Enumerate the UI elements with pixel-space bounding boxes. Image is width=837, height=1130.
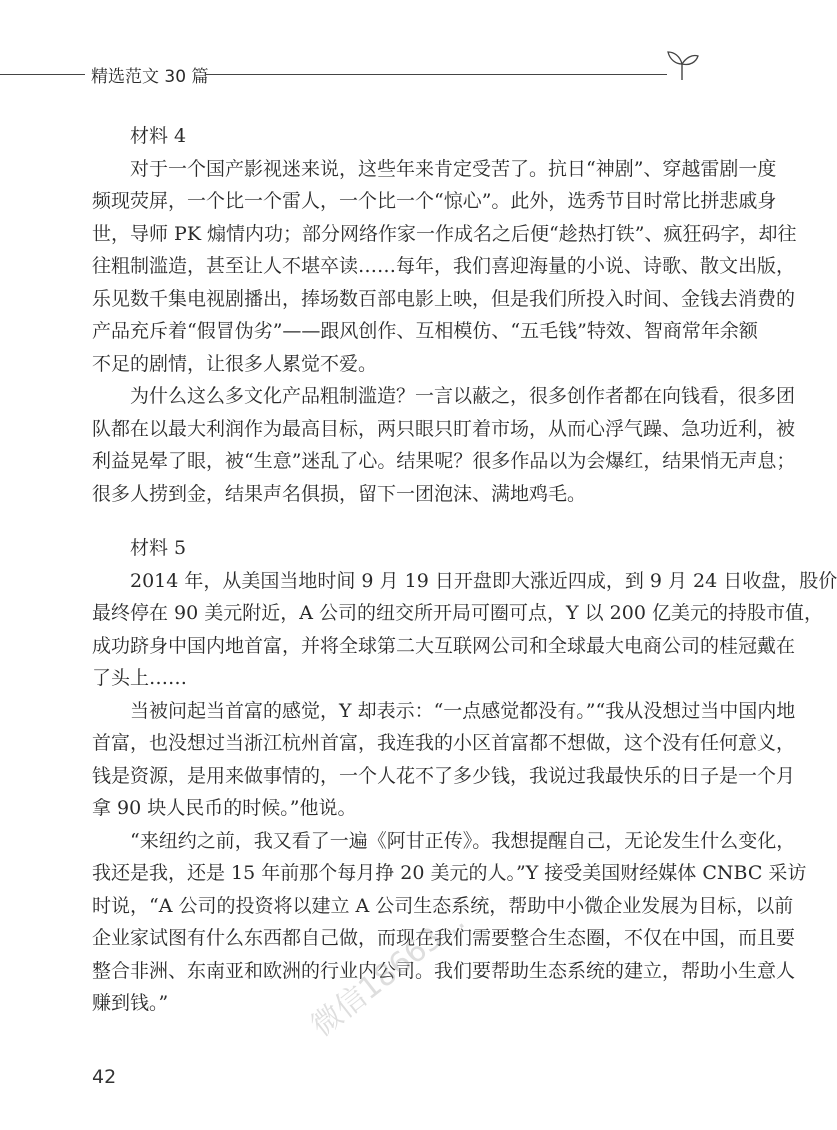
- running-header: [0, 60, 800, 90]
- text-line: 成功跻身中国内地首富，并将全球第二大互联网公司和全球最大电商公司的桂冠戴在: [92, 634, 796, 657]
- text-line: 频现荧屏，一个比一个雷人，一个比一个“惊心”。此外，选秀节目时常比拼悲戚身: [92, 190, 777, 212]
- section-label: 材料 4: [130, 125, 187, 147]
- paragraph: [92, 153, 797, 381]
- text-line: 为什么这么多文化产品粗制滥造？一言以蔽之，很多创作者都在向钱看，很多团: [130, 385, 796, 407]
- text-line: 整合非洲、东南亚和欧洲的行业内公司。我们要帮助生态系统的建立，帮助小生意人: [92, 959, 796, 982]
- page-number: 42: [92, 1066, 117, 1088]
- text-line: 拿 90 块人民币的时候。”他说。: [92, 797, 357, 819]
- text-line: 企业家试图有什么东西都自己做，而现在我们需要整合生态圈，不仅在中国，而且要: [92, 927, 796, 949]
- article-body: [92, 120, 837, 1020]
- text-line: 2014 年，从美国当地时间 9 月 19 日开盘即大涨近四成，到 9 月 24 日收盘，股价: [130, 569, 837, 592]
- section-label: 材料 5: [130, 537, 187, 559]
- watermark: 微信18663...: [304, 902, 472, 1044]
- paragraph: [92, 565, 837, 695]
- text-line: 我还是我，还是 15 年前那个每月挣 20 美元的人。”Y 接受美国财经媒体 CNBC 采访: [92, 862, 807, 884]
- sprout-icon: [662, 46, 702, 82]
- text-line: 赚到钱。”: [92, 992, 169, 1014]
- header-title: 精选范文 30 篇: [91, 67, 209, 87]
- text-line: 利益晃晕了眼，被“生意”迷乱了心。结果呢？很多作品以为会爆红，结果悄无声息；: [92, 450, 796, 472]
- text-line: 往粗制滥造，甚至让人不堪卒读……每年，我们喜迎海量的小说、诗歌、散文出版，: [92, 255, 796, 277]
- text-line: 世，导师 PK 煽情内功；部分网络作家一作成名之后便“趁热打铁”、疯狂码字，却往: [92, 222, 797, 245]
- text-line: 不足的剧情，让很多人累觉不爱。: [92, 352, 378, 375]
- text-line: 对于一个国产影视迷来说，这些年来肯定受苦了。抗日“神剧”、穿越雷剧一度: [130, 157, 777, 180]
- text-line: 很多人捞到金，结果声名俱损，留下一团泡沫、满地鸡毛。: [92, 482, 587, 505]
- header-rule-left: [0, 74, 85, 75]
- paragraph: [92, 825, 807, 1020]
- header-rule-right: [205, 74, 667, 75]
- text-line: 产品充斥着“假冒伪劣”——跟风创作、互相模仿、“五毛钱”特效、智商常年余额: [92, 320, 758, 342]
- text-line: 最终停在 90 美元附近，A 公司的纽交所开局可圈可点，Y 以 200 亿美元的持股市值，: [92, 602, 823, 624]
- text-line: 了头上……: [92, 667, 188, 689]
- text-line: “来纽约之前，我又看了一遍《阿甘正传》。我想提醒自己，无论发生什么变化，: [130, 829, 796, 852]
- text-line: 乐见数千集电视剧播出，捧场数百部电影上映，但是我们所投入时间、金钱去消费的: [92, 287, 796, 310]
- section-gap: [92, 510, 722, 532]
- text-line: 当被问起当首富的感觉，Y 却表示：“一点感觉都没有。”“我从没想过当中国内地: [130, 699, 796, 722]
- text-line: 时说，“A 公司的投资将以建立 A 公司生态系统，帮助中小微企业发展为目标，以前: [92, 894, 794, 917]
- text-line: 首富，也没想过当浙江杭州首富，我连我的小区首富都不想做，这个没有任何意义，: [92, 732, 796, 754]
- paragraph: [92, 695, 796, 825]
- text-line: 队都在以最大利润作为最高目标，两只眼只盯着市场，从而心浮气躁、急功近利，被: [92, 417, 796, 440]
- text-line: 钱是资源，是用来做事情的，一个人花不了多少钱，我说过我最快乐的日子是一个月: [92, 764, 796, 787]
- paragraph: [92, 380, 796, 510]
